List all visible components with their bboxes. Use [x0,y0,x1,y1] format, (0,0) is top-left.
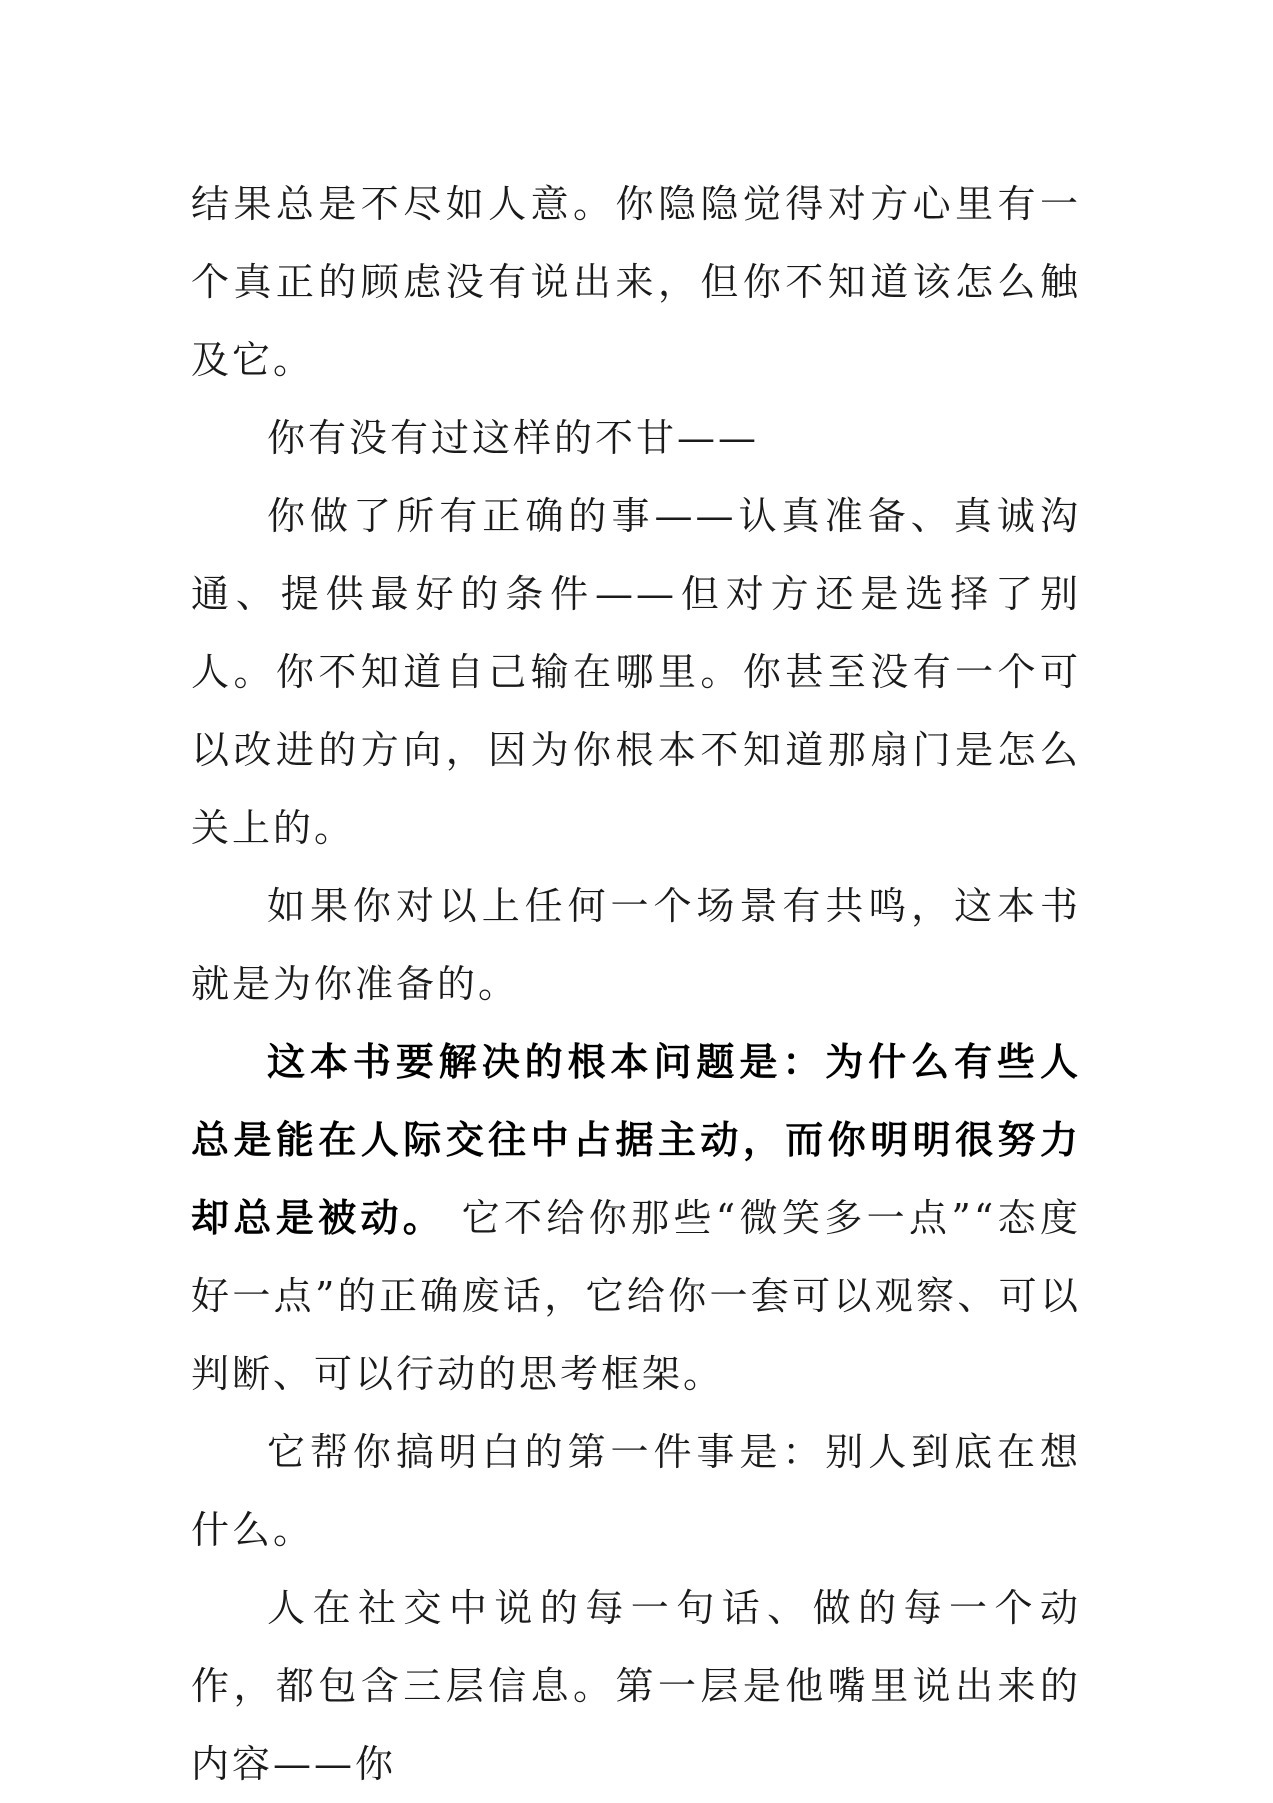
paragraph-key-question [191,1023,1081,1413]
paragraph-resonance: 如果你对以上任何一个场景有共鸣，这本书就是为你准备的。 [191,884,1081,1006]
key-question-bold: 这本书要解决的根本问题是：为什么有些人总是能在人际交往中占据主动，而你明明很努力却总是被动。 [191,1040,1081,1240]
body-text [191,165,1081,1803]
key-question-rest: 它不给你那些“微笑多一点”“态度好一点”的正确废话，它给你一套可以观察、可以判断、可以行动的思考框架。 [191,1196,1081,1396]
paragraph-three-layers: 人在社交中说的每一句话、做的每一个动作，都包含三层信息。第一层是他嘴里说出来的内容——你 [191,1586,1081,1786]
paragraph-right-things: 你做了所有正确的事——认真准备、真诚沟通、提供最好的条件——但对方还是选择了别人。你不知道自己输在哪里。你甚至没有一个可以改进的方向，因为你根本不知道那扇门是怎么关上的。 [191,494,1081,850]
paragraph-regret: 你有没有过这样的不甘—— [267,416,760,460]
paragraph-first-thing: 它帮你搞明白的第一件事是：别人到底在想什么。 [191,1430,1081,1552]
paragraph-continued: 结果总是不尽如人意。你隐隐觉得对方心里有一个真正的顾虑没有说出来，但你不知道该怎么触及它。 [191,182,1081,382]
